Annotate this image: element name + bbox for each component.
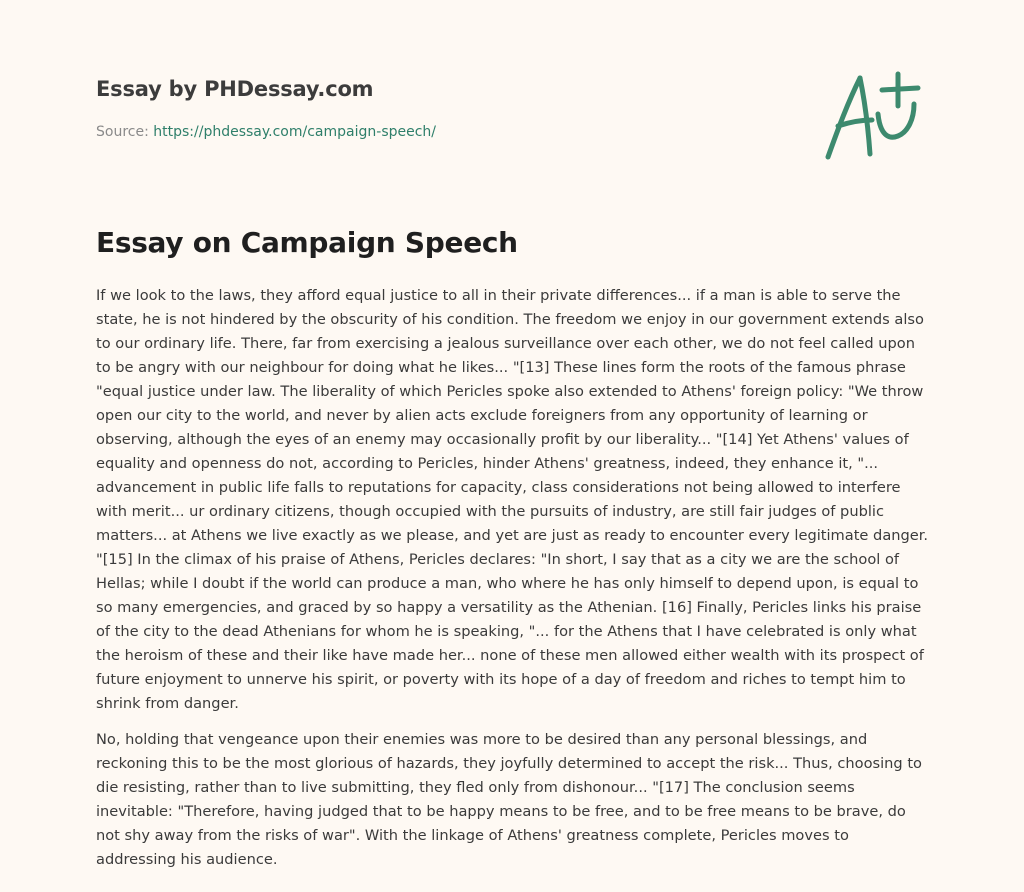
a-plus-logo-icon — [818, 64, 930, 164]
essay-title: Essay on Campaign Speech — [96, 226, 518, 259]
site-brand: Essay by PHDessay.com — [96, 77, 374, 101]
essay-paragraph: If we look to the laws, they afford equal justice to all in their private differences... if a man is able to serve the state, he is not hindered by the obscurity of his condition. The freedom we enjoy in our government extends also to our ordinary life. There, far from exercising a jealous surveillance over each other, we do not feel called upon to be angry with our neighbour for doing what he likes... "[13] These lines form the roots of the famous phrase "equal justice under law. The liberality of which Pericles spoke also extended to Athens' foreign policy: "We throw open our city to the world, and never by alien acts exclude foreigners from any opportunity of learning or observing, although the eyes of an enemy may occasionally profit by our liberality... "[14] Yet Athens' values of equality and openness do not, according to Pericles, hinder Athens' greatness, indeed, they enhance it, "... advancement in public life falls to reputations for capacity, class considerations not being allowed to interfere with merit... ur ordinary citizens, though occupied with the pursuits of industry, are still fair judges of public matters... at Athens we live exactly as we please, and yet are just as ready to encounter every legitimate danger. "[15] In the climax of his praise of Athens, Pericles declares: "In short, I say that as a city we are the school of Hellas; while I doubt if the world can produce a man, who where he has only himself to depend upon, is equal to so many emergencies, and graced by so happy a versatility as the Athenian. [16] Finally, Pericles links his praise of the city to the dead Athenians for whom he is speaking, "... for the Athens that I have celebrated is only what the heroism of these and their like have made her... none of these men allowed either wealth with its prospect of future enjoyment to unnerve his spirit, or poverty with its hope of a day of freedom and riches to tempt him to shrink from danger. — [96, 287, 929, 712]
source-label: Source: — [96, 124, 154, 140]
essay-paragraph: No, holding that vengeance upon their enemies was more to be desired than any personal blessings, and reckoning this to be the most glorious of hazards, they joyfully determined to accept the risk... Thus, choosing to die resisting, rather than to live submitting, they fled only from dishonour... "[17] The conclusion seems inevitable: "Therefore, having judged that to be happy means to be free, and to be free means to be brave, do not shy away from the risks of war". With the linkage of Athens' greatness complete, Pericles moves to addressing his audience. — [96, 731, 922, 868]
source-link[interactable]: https://phdessay.com/campaign-speech/ — [153, 124, 437, 140]
essay-body — [96, 284, 932, 884]
source-line — [96, 124, 436, 140]
